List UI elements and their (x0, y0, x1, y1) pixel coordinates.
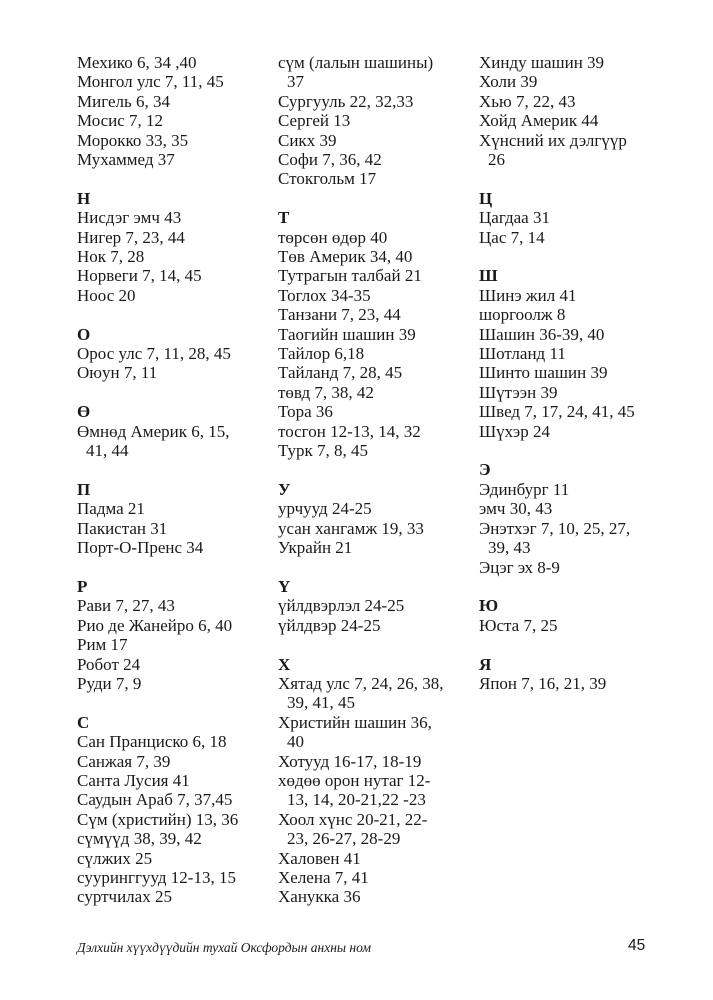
index-entry: Сургууль 22, 32,33 (278, 91, 414, 111)
index-entry: Сикх 39 (278, 130, 337, 150)
index-letter-heading: Ө (77, 402, 91, 422)
index-entry: Падма 21 (77, 499, 145, 519)
index-letter-heading: Н (77, 188, 91, 208)
index-entry: Морокко 33, 35 (77, 130, 189, 150)
index-entry-continuation: 39, 43 (488, 538, 531, 558)
index-entry: усан хангамж 19, 33 (278, 518, 424, 538)
index-entry: Шотланд 11 (479, 344, 566, 364)
index-entry: тосгон 12-13, 14, 32 (278, 421, 421, 441)
index-entry: Хотууд 16-17, 18-19 (278, 751, 422, 771)
index-letter-heading: Ю (479, 596, 499, 616)
index-entry: Шашин 36-39, 40 (479, 324, 605, 344)
page-number: 45 (628, 937, 646, 954)
index-entry-continuation: 26 (488, 150, 505, 170)
index-letter-heading: Я (479, 654, 492, 674)
index-letter-heading: П (77, 479, 91, 499)
index-letter-heading: Ү (278, 576, 291, 596)
index-entry: Рави 7, 27, 43 (77, 596, 175, 616)
index-entry: хөдөө орон нутаг 12- (278, 770, 431, 790)
index-entry: Робот 24 (77, 654, 141, 674)
index-entry-continuation: 13, 14, 20-21,22 -23 (287, 790, 426, 810)
index-entry: Тоглох 34-35 (278, 285, 371, 305)
index-entry: Шүтээн 39 (479, 382, 558, 402)
index-entry: сүлжих 25 (77, 848, 153, 868)
index-entry: сүм (лалын шашины) (278, 53, 434, 72)
index-letter-heading: Р (77, 576, 88, 596)
index-entry: Рим 17 (77, 635, 128, 655)
index-entry: Порт-О-Пренс 34 (77, 538, 204, 558)
index-entry: Монгол улс 7, 11, 45 (77, 72, 224, 92)
index-entry: Тутрагын талбай 21 (278, 266, 422, 286)
index-entry: Холи 39 (479, 72, 538, 92)
index-entry: Цас 7, 14 (479, 227, 545, 247)
index-letter-heading: Ц (479, 188, 493, 208)
index-entry: Рио де Жанейро 6, 40 (77, 615, 233, 635)
index-entry: төрсөн өдөр 40 (278, 227, 388, 247)
index-entry: суртчилах 25 (77, 887, 172, 907)
index-entry: Эдинбург 11 (479, 479, 570, 499)
index-entry: Пакистан 31 (77, 518, 168, 538)
index-entry: Нок 7, 28 (77, 247, 145, 267)
index-entry: Саудын Араб 7, 37,45 (77, 790, 233, 810)
index-entry: эмч 30, 43 (479, 499, 553, 519)
index-entry: сууринггууд 12-13, 15 (77, 867, 236, 887)
index-entry: Турк 7, 8, 45 (278, 441, 369, 461)
index-entry-continuation: 37 (287, 72, 304, 92)
index-column-1 (77, 53, 267, 907)
index-entry: Орос улс 7, 11, 28, 45 (77, 344, 231, 364)
index-entry: Хью 7, 22, 43 (479, 91, 576, 111)
index-entry: Нисдэг эмч 43 (77, 208, 182, 228)
index-entry: Мосис 7, 12 (77, 111, 164, 131)
index-entry: Танзани 7, 23, 44 (278, 305, 401, 325)
index-entry: Халовен 41 (278, 848, 361, 868)
index-entry: Цагдаа 31 (479, 208, 550, 228)
index-entry: урчууд 24-25 (278, 499, 372, 519)
index-entry-continuation: 41, 44 (86, 441, 129, 461)
index-entry: Шүхэр 24 (479, 421, 550, 441)
index-entry: Нигер 7, 23, 44 (77, 227, 185, 247)
index-entry: Тора 36 (278, 402, 333, 422)
index-letter-heading: С (77, 712, 90, 732)
footer-book-title: Дэлхийн хүүхдүүдийн тухай Оксфордын анхны ном (77, 940, 371, 955)
index-entry: Шинэ жил 41 (479, 285, 577, 305)
index-column-2 (278, 53, 468, 907)
index-letter-heading: О (77, 324, 91, 344)
index-entry: Сергей 13 (278, 111, 351, 131)
index-column-3 (479, 53, 679, 693)
index-entry: Сүм (христийн) 13, 36 (77, 809, 239, 829)
index-entry: Мухаммед 37 (77, 150, 175, 170)
index-entry: Эцэг эх 8-9 (479, 557, 560, 577)
index-entry: Христийн шашин 36, (278, 712, 432, 732)
index-entry: сүмүүд 38, 39, 42 (77, 829, 202, 849)
index-entry: Ханукка 36 (278, 887, 361, 907)
index-entry: Хойд Америк 44 (479, 111, 599, 131)
index-entry: Шинто шашин 39 (479, 363, 608, 383)
index-entry-continuation: 39, 41, 45 (287, 693, 355, 713)
index-entry: үйлдвэрлэл 24-25 (278, 596, 405, 616)
index-entry: Хоол хүнс 20-21, 22- (278, 809, 428, 829)
index-entry-continuation: 23, 26-27, 28-29 (287, 829, 401, 849)
index-entry: Хинду шашин 39 (479, 53, 605, 72)
index-letter-heading: Э (479, 460, 491, 480)
index-entry: Ноос 20 (77, 285, 136, 305)
index-entry: Санта Лусия 41 (77, 770, 190, 790)
index-entry: Оюун 7, 11 (77, 363, 158, 383)
index-entry: Тайланд 7, 28, 45 (278, 363, 403, 383)
index-entry: Япон 7, 16, 21, 39 (479, 673, 607, 693)
index-entry: үйлдвэр 24-25 (278, 615, 381, 635)
index-entry: Өмнөд Америк 6, 15, (77, 421, 230, 441)
index-entry: шоргоолж 8 (479, 305, 566, 325)
index-entry: Хятад улс 7, 24, 26, 38, (278, 673, 444, 693)
index-letter-heading: У (278, 479, 291, 499)
index-entry: Сан Пранциско 6, 18 (77, 732, 227, 752)
index-entry: Таогийн шашин 39 (278, 324, 416, 344)
index-entry: Хелена 7, 41 (278, 868, 369, 887)
index-entry: Мехико 6, 34 ,40 (77, 53, 197, 72)
index-entry: Юста 7, 25 (479, 615, 558, 635)
index-letter-heading: Х (278, 654, 291, 674)
index-entry: Мигель 6, 34 (77, 91, 170, 111)
index-entry: Норвеги 7, 14, 45 (77, 266, 202, 286)
index-entry: төвд 7, 38, 42 (278, 382, 374, 402)
index-entry: Хүнсний их дэлгүүр (479, 130, 627, 150)
index-entry: Санжая 7, 39 (77, 751, 171, 771)
index-entry: Руди 7, 9 (77, 673, 142, 693)
index-entry: Софи 7, 36, 42 (278, 150, 382, 170)
index-entry: Украйн 21 (278, 538, 353, 558)
index-entry: Тайлор 6,18 (278, 344, 365, 364)
index-entry-continuation: 40 (287, 732, 304, 752)
index-entry: Төв Америк 34, 40 (278, 247, 413, 267)
index-entry: Стокгольм 17 (278, 169, 377, 189)
index-entry: Энэтхэг 7, 10, 25, 27, (479, 518, 631, 538)
index-letter-heading: Ш (479, 266, 498, 286)
index-letter-heading: Т (278, 208, 290, 228)
index-entry: Швед 7, 17, 24, 41, 45 (479, 402, 635, 422)
